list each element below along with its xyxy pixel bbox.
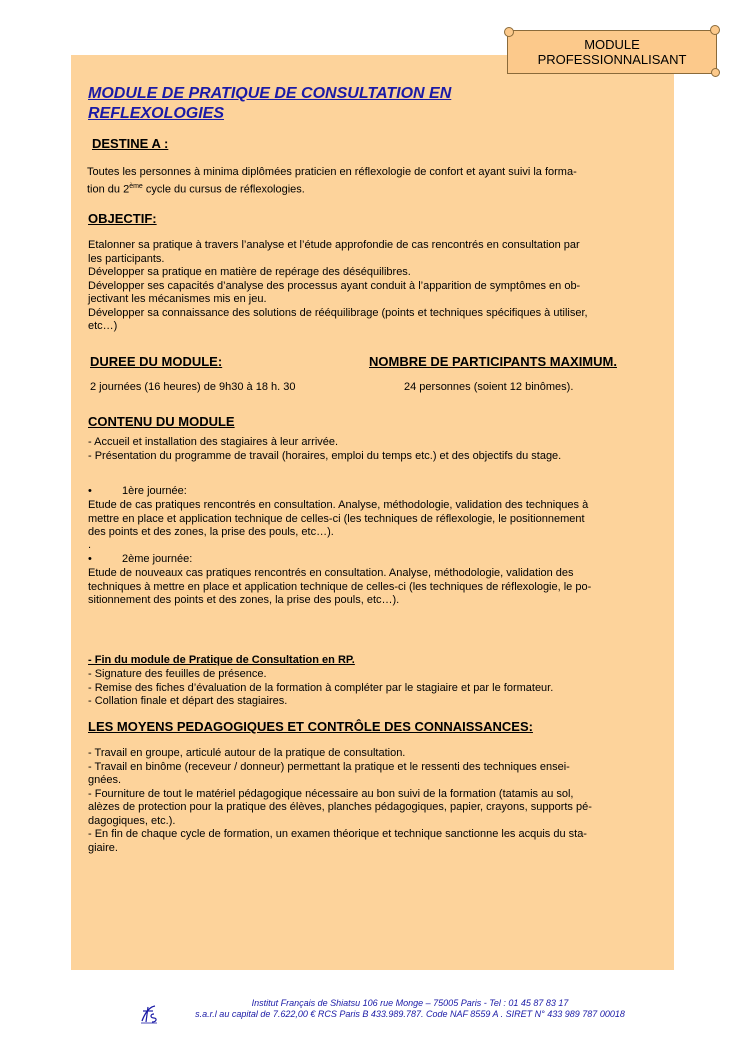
- contenu-heading: CONTENU DU MODULE: [88, 414, 235, 429]
- duree-heading: DUREE DU MODULE:: [90, 354, 223, 369]
- separator-dot: .: [88, 539, 92, 551]
- footer: Institut Français de Shiatsu 106 rue Monge – 75005 Paris - Tel : 01 45 87 83 17 s.a.r.l au capital de 7.622,00 € RCS Paris B 433.989.787. Code NAF 8559 A . SIRET N° 433 989 787 00018: [195, 998, 625, 1019]
- objectif-heading: OBJECTIF:: [88, 211, 157, 226]
- bullet-icon: •: [88, 553, 92, 565]
- badge-line-1: MODULE: [584, 37, 640, 52]
- scroll-curl-icon: [710, 25, 720, 35]
- destine-heading: DESTINE A :: [92, 136, 169, 151]
- fin-heading: - Fin du module de Pratique de Consultation en RP.: [88, 654, 355, 666]
- day2-text: Etude de nouveaux cas pratiques rencontrés en consultation. Analyse, méthodologie, validation des techniques à mettre en place et application technique de celles-ci (les techniques de réflexologie, le po- sitionnement des points et des zones, la prise des pouls, etc…).: [88, 567, 592, 606]
- destine-text: Toutes les personnes à minima diplômées praticien en réflexologie de confort et ayant suivi la forma- tion du 2ème cycle du cursus de réflexologies.: [87, 166, 577, 196]
- participants-heading: NOMBRE DE PARTICIPANTS MAXIMUM.: [369, 354, 617, 369]
- fin-text: - Signature des feuilles de présence. - Remise des fiches d’évaluation de la formation à compléter par le stagiaire et par le formateur. - Collation finale et départ des stagiaires.: [88, 668, 554, 707]
- contenu-intro: - Accueil et installation des stagiaires à leur arrivée. - Présentation du programme de travail (horaires, emploi du temps etc.) et des objectifs du stage.: [88, 436, 562, 462]
- objectif-text: Etalonner sa pratique à travers l’analyse et l’étude approfondie de cas rencontrés en consultation par les participants. Développer sa pratique en matière de repérage des déséquilibres. Développer ses capacités d’analyse des processus ayant conduit à l’apparition de symptômes en ob- jectivant les mécanismes mis en jeu. Développer sa connaissance des solutions de rééquilibrage (points et techniques spécifiques à utiliser, etc…): [88, 239, 588, 332]
- bullet-icon: •: [88, 485, 92, 497]
- participants-text: 24 personnes (soient 12 binômes).: [404, 381, 574, 393]
- duree-text: 2 journées (16 heures) de 9h30 à 18 h. 30: [90, 381, 296, 393]
- page-title: MODULE DE PRATIQUE DE CONSULTATION EN REFLEXOLOGIES: [88, 85, 452, 122]
- day1-label: • 1ère journée:: [88, 485, 187, 497]
- module-badge: [507, 30, 717, 74]
- day2-label: • 2ème journée:: [88, 553, 193, 565]
- day1-text: Etude de cas pratiques rencontrés en consultation. Analyse, méthodologie, validation des techniques à mettre en place et application technique de celles-ci (les techniques de réflexologie, le positionnement des points et des zones, la prise des pouls, etc…).: [88, 499, 589, 538]
- moyens-heading: LES MOYENS PEDAGOGIQUES ET CONTRÔLE DES CONNAISSANCES:: [88, 719, 533, 734]
- scroll-curl-icon: [504, 27, 514, 37]
- badge-line-2: PROFESSIONNALISANT: [537, 52, 687, 67]
- moyens-text: - Travail en groupe, articulé autour de la pratique de consultation. - Travail en binôme (receveur / donneur) permettant la pratique et le ressenti des techniques ensei- gnées. - Fourniture de tout le matériel pédagogique nécessaire au bon suivi de la formation (tatamis au sol, alèzes de protection pour la pratique des élèves, planches pédagogiques, papier, crayons, supports pé- dagogiques, etc.). - En fin de chaque cycle de formation, un examen théorique et technique sanctionne les acquis du sta- giaire.: [88, 747, 592, 854]
- scroll-curl-icon: [711, 68, 720, 77]
